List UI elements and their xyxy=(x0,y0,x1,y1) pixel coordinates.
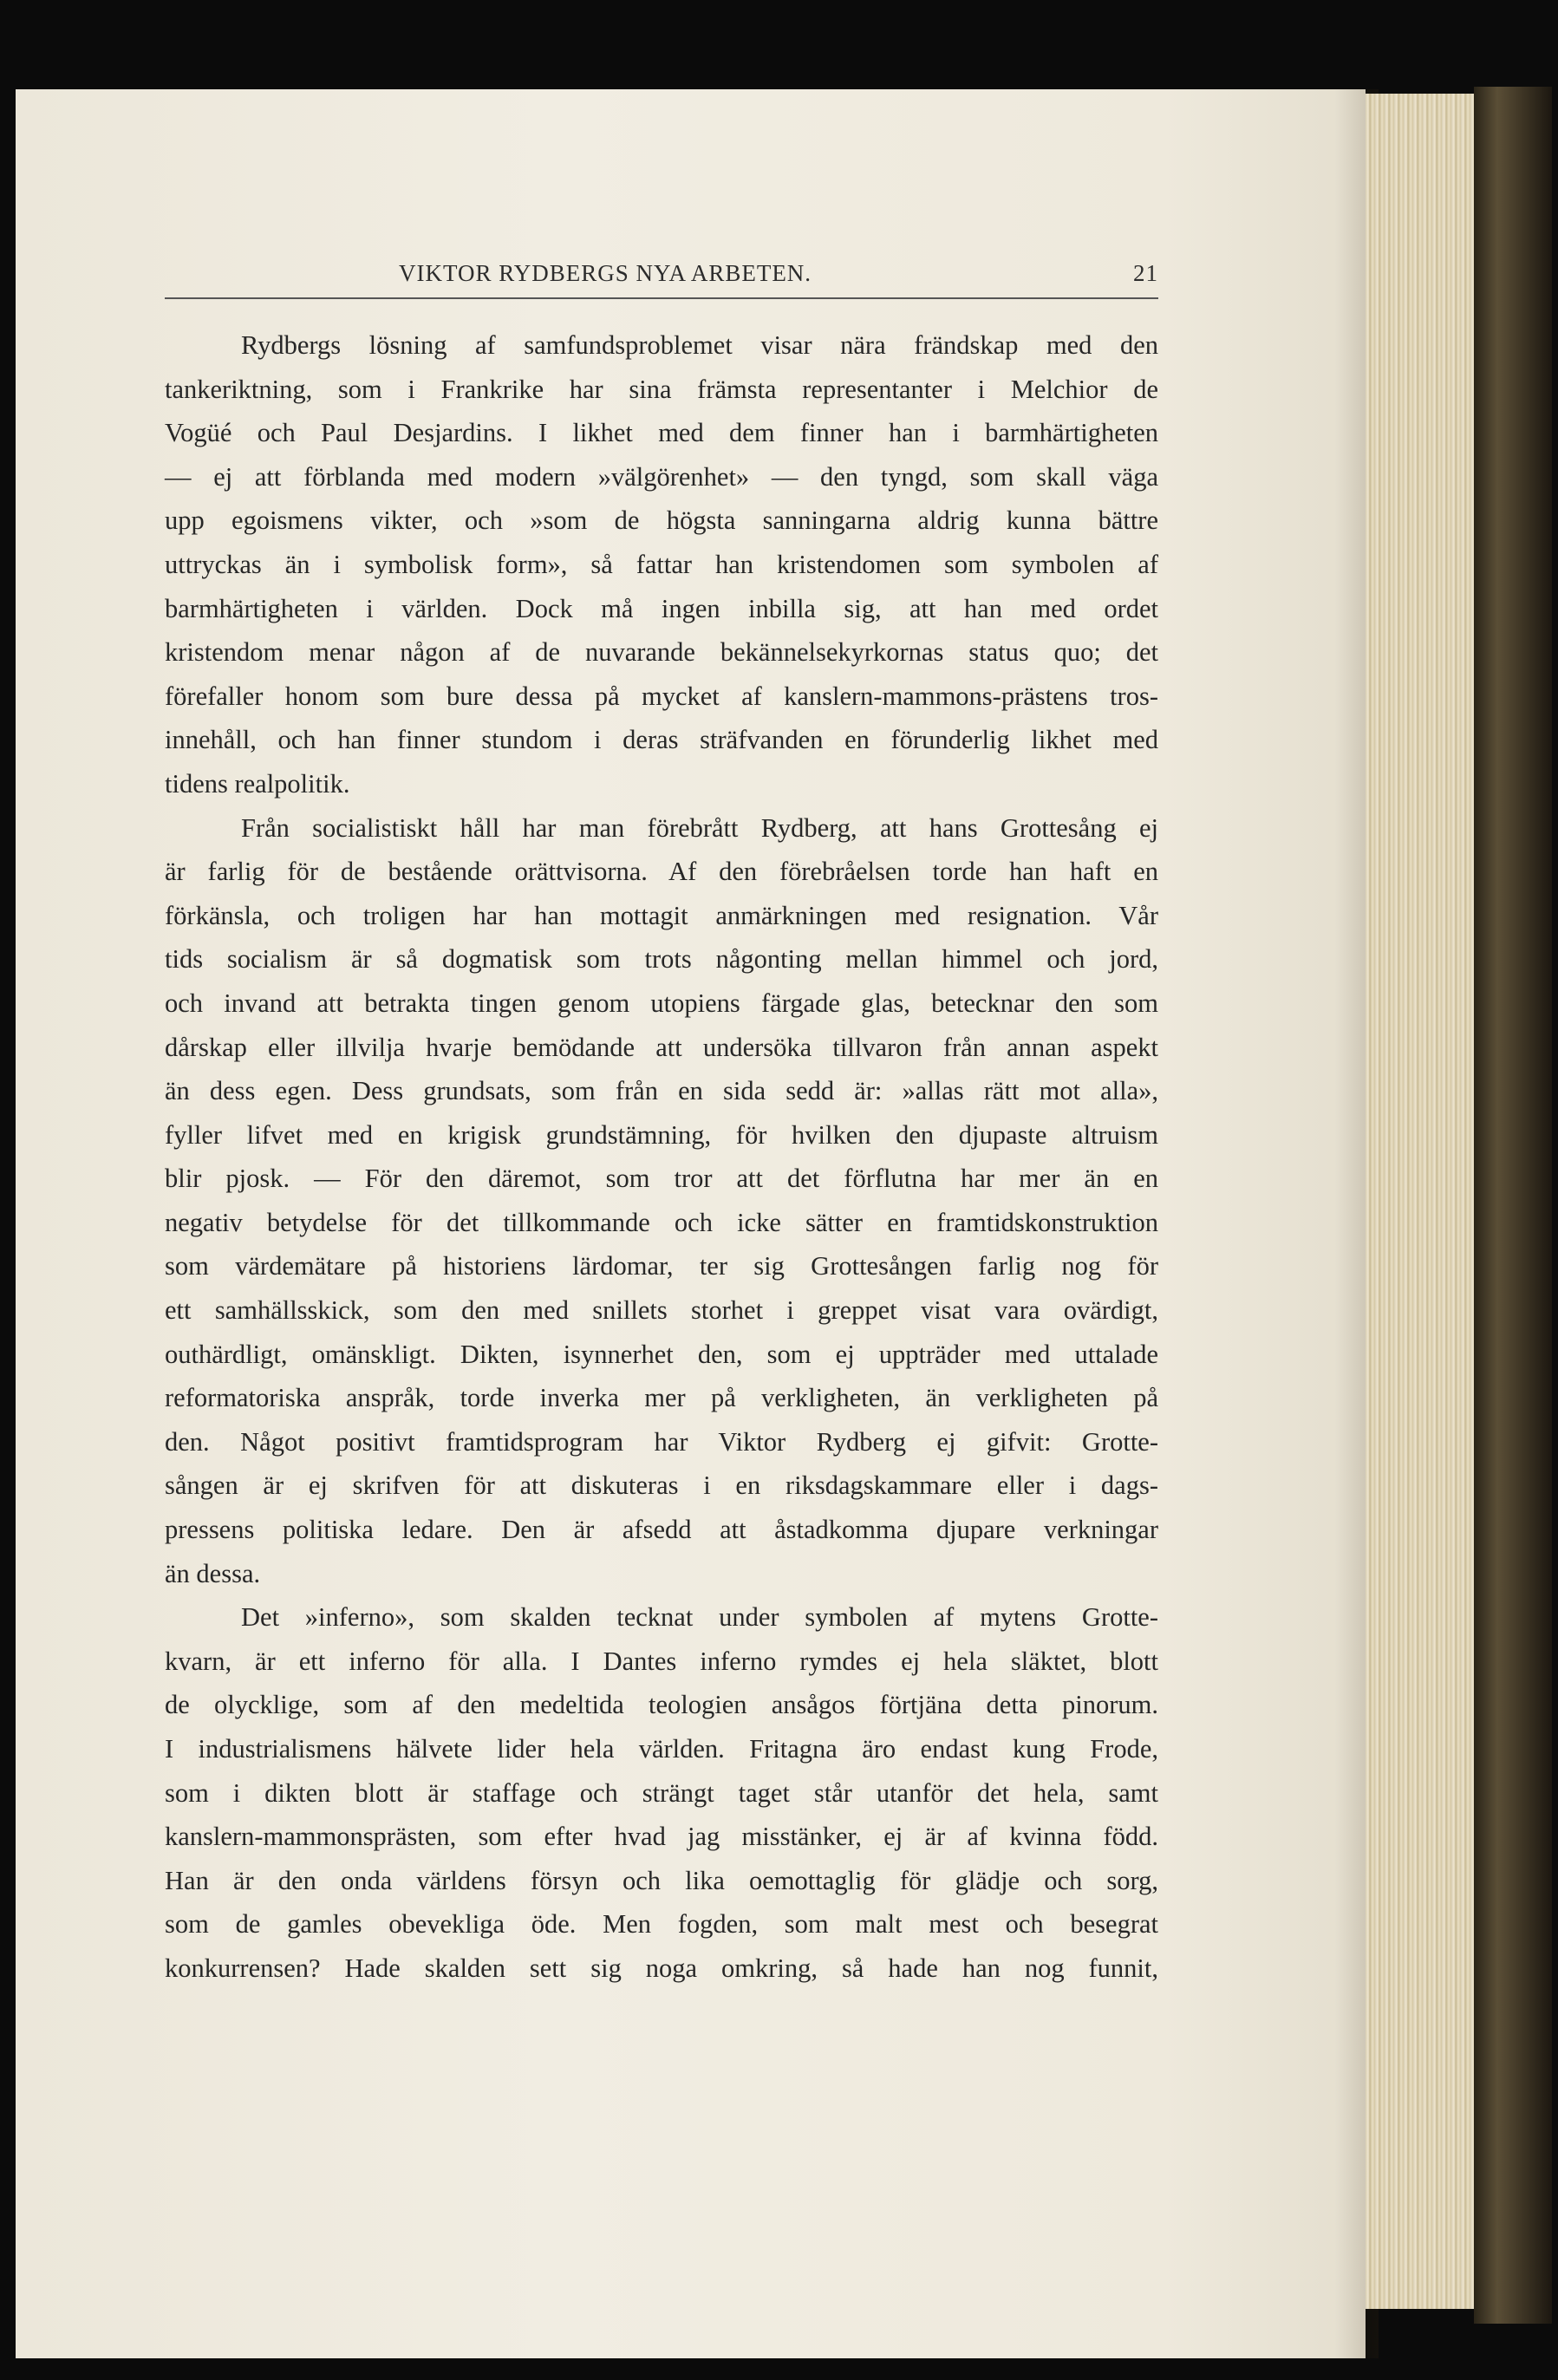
running-title: VIKTOR RYDBERGS NYA ARBETEN. xyxy=(399,260,812,286)
text-line: Vogüé och Paul Desjardins. I likhet med dem finner han i barmhärtigheten xyxy=(165,418,1158,448)
text-line: och invand att betrakta tingen genom utopiens färgade glas, betecknar den som xyxy=(165,988,1158,1018)
text-line: barmhärtigheten i världen. Dock må ingen inbilla sig, att han med ordet xyxy=(165,593,1158,623)
text-line: Det »inferno», som skalden tecknat under symbolen af mytens Grotte- xyxy=(241,1602,1158,1633)
book-spine xyxy=(1474,87,1552,2324)
text-line: än dess egen. Dess grundsats, som från en sida sedd är: »allas rätt mot alla», xyxy=(165,1076,1158,1106)
text-line: ett samhällsskick, som den med snillets storhet i greppet visat vara ovärdigt, xyxy=(165,1295,1158,1326)
text-line: de olycklige, som af den medeltida teologien ansågos förtjäna detta pinorum. xyxy=(165,1690,1158,1720)
text-line: som de gamles obevekliga öde. Men fogden, som malt mest och besegrat xyxy=(165,1909,1158,1940)
body-text xyxy=(165,323,1158,1991)
text-line: tids socialism är så dogmatisk som trots någonting mellan himmel och jord, xyxy=(165,944,1158,975)
text-line: som i dikten blott är staffage och strängt taget står utanför det hela, samt xyxy=(165,1777,1158,1808)
running-header xyxy=(165,260,1158,295)
text-line: förkänsla, och troligen har han mottagit anmärkningen med resignation. Vår xyxy=(165,900,1158,930)
text-line: upp egoismens vikter, och »som de högsta sanningarna aldrig kunna bättre xyxy=(165,505,1158,536)
text-line: sången är ej skrifven för att diskuteras i en riksdagskammare eller i dags- xyxy=(165,1470,1158,1501)
text-line: Från socialistiskt håll har man förebrått Rydberg, att hans Grottesång ej xyxy=(241,812,1158,843)
text-line: fyller lifvet med en krigisk grundstämning, för hvilken den djupaste altruism xyxy=(165,1119,1158,1150)
text-line: innehåll, och han finner stundom i deras sträfvanden en förunderlig likhet med xyxy=(165,725,1158,755)
text-line: — ej att förblanda med modern »välgörenhet» — den tyngd, som skall väga xyxy=(165,461,1158,492)
text-line: outhärdligt, omänskligt. Dikten, isynnerhet den, som ej uppträder med uttalade xyxy=(165,1339,1158,1369)
text-line: Rydbergs lösning af samfundsproblemet visar nära frändskap med den xyxy=(241,330,1158,360)
text-line: konkurrensen? Hade skalden sett sig noga omkring, så hade han nog funnit, xyxy=(165,1953,1158,1983)
text-line: blir pjosk. — För den däremot, som tror att det förflutna har mer än en xyxy=(165,1164,1158,1194)
text-line: kanslern-mammonsprästen, som efter hvad jag misstänker, ej är af kvinna född. xyxy=(165,1822,1158,1852)
text-line: tidens realpolitik. xyxy=(165,768,350,799)
header-rule xyxy=(165,297,1158,299)
text-line: I industrialismens hälvete lider hela världen. Fritagna äro endast kung Frode, xyxy=(165,1734,1158,1764)
text-line: dårskap eller illvilja hvarje bemödande att undersöka tillvaron från annan aspekt xyxy=(165,1032,1158,1062)
text-line: än dessa. xyxy=(165,1558,261,1588)
text-line: pressens politiska ledare. Den är afsedd att åstadkomma djupare verkningar xyxy=(165,1515,1158,1545)
text-line: den. Något positivt framtidsprogram har Viktor Rydberg ej gifvit: Grotte- xyxy=(165,1426,1158,1457)
text-line: uttryckas än i symbolisk form», så fattar han kristendomen som symbolen af xyxy=(165,549,1158,579)
text-line: är farlig för de bestående orättvisorna. Af den förebråelsen torde han haft en xyxy=(165,857,1158,887)
page-number: 21 xyxy=(1133,260,1158,286)
text-line: reformatoriska anspråk, torde inverka mer på verkligheten, än verkligheten på xyxy=(165,1383,1158,1413)
text-line: tankeriktning, som i Frankrike har sina främsta representanter i Melchior de xyxy=(165,374,1158,404)
text-line: negativ betydelse för det tillkommande och icke sätter en framtidskonstruktion xyxy=(165,1207,1158,1237)
text-line: Han är den onda världens försyn och lika oemottaglig för glädje och sorg, xyxy=(165,1865,1158,1895)
text-line: som värdemätare på historiens lärdomar, ter sig Grottesången farlig nog för xyxy=(165,1251,1158,1281)
text-line: kvarn, är ett inferno för alla. I Dantes inferno rymdes ej hela släktet, blott xyxy=(165,1646,1158,1676)
text-line: förefaller honom som bure dessa på mycket af kanslern-mammons-prästens tros- xyxy=(165,681,1158,711)
text-line: kristendom menar någon af de nuvarande bekännelsekyrkornas status quo; det xyxy=(165,637,1158,668)
